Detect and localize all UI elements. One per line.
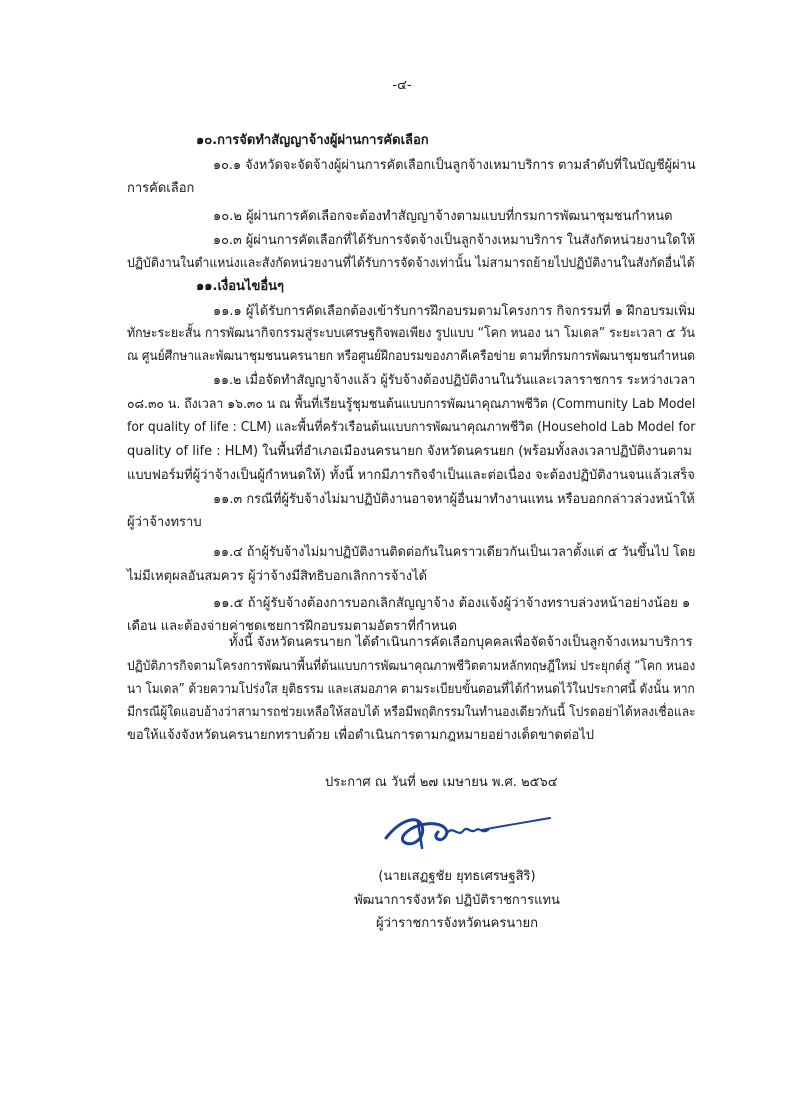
section-10-1-line-2: การคัดเลือก (127, 181, 195, 196)
section-10-3-line-1: ๑๐.๓ ผู้ผ่านการคัดเลือกที่ได้รับการจัดจ้างเป็นลูกจ้างเหมาบริการ ในสังกัดหน่วยงานใดให้ (213, 233, 696, 248)
signer-position: พัฒนาการจังหวัด ปฏิบัติราชการแทน (354, 893, 560, 908)
section-11-5-line-1: ๑๑.๕ ถ้าผู้รับจ้างต้องการบอกเลิกสัญญาจ้าง ต้องแจ้งผู้ว่าจ้างทราบล่วงหน้าอย่างน้อย ๑ (213, 596, 691, 611)
signer-title: ผู้ว่าราชการจังหวัดนครนายก (376, 916, 538, 931)
section-11-2-line-5: แบบฟอร์มที่ผู้ว่าจ้างเป็นผู้กำหนดให้) ทั้งนี้ หากมีภารกิจจำเป็นและต่อเนื่อง จะต้องปฏิบัติงานจนแล้วเสร็จ (127, 468, 695, 483)
section-11-2-line-4: quality of life : HLM) ในพื้นที่อำเภอเมืองนครนายก จังหวัดนครนยก (พร้อมทั้งลงเวลาปฏิบัติงานตาม (127, 444, 692, 459)
closing-line-1: ทั้งนี้ จังหวัดนครนายก ได้ดำเนินการคัดเลือกบุคคลเพื่อจัดจ้างเป็นลูกจ้างเหมาบริการ (229, 635, 693, 650)
section-10-1-line-1: ๑๐.๑ จังหวัดจะจัดจ้างผู้ผ่านการคัดเลือกเป็นลูกจ้างเหมาบริการ ตามลำดับที่ในบัญชีผู้ผ่าน (213, 158, 696, 173)
section-11-1-line-3: ณ ศูนย์ศึกษาและพัฒนาชุมชนนครนายก หรือศูนย์ฝึกอบรมของภาคีเครือข่าย ตามที่กรมการพัฒนาชุมชนกำหนด (127, 349, 695, 364)
section-11-2-line-3: for quality of life : CLM) และพื้นที่ครัวเรือนต้นแบบการพัฒนาคุณภาพชีวิต (Household Lab Model for (127, 420, 696, 435)
handwritten-signature (382, 808, 552, 852)
section-11-4-line-2: ไม่มีเหตุผลอันสมควร ผู้ว่าจ้างมีสิทธิบอกเลิกการจ้างได้ (127, 569, 428, 584)
closing-line-5: ขอให้แจ้งจังหวัดนครนายกทราบด้วย เพื่อดำเนินการตามกฎหมายอย่างเด็ดขาดต่อไป (127, 728, 595, 743)
section-11-2-line-1: ๑๑.๒ เมื่อจัดทำสัญญาจ้างแล้ว ผู้รับจ้างต้องปฏิบัติงานในวันและเวลาราชการ ระหว่างเวลา (213, 373, 696, 388)
signer-name: (นายเสฏฐชัย ยุทธเศรษฐสิริ) (378, 869, 536, 884)
closing-line-3: นา โมเดล” ด้วยความโปร่งใส ยุติธรรม และเสมอภาค ตามระเบียบขั้นตอนที่ได้กำหนดไว้ในประกาศนี้ ดังนั้น หาก (127, 682, 695, 697)
announcement-date: ประกาศ ณ วันที่ ๒๗ เมษายน พ.ศ. ๒๕๖๔ (325, 775, 558, 790)
section-10-heading: ๑๐.การจัดทำสัญญาจ้างผู้ผ่านการคัดเลือก (196, 133, 429, 148)
section-11-2-line-2: ๐๘.๓๐ น. ถึงเวลา ๑๖.๓๐ น ณ พื้นที่เรียนรู้ชุมชนต้นแบบการพัฒนาคุณภาพชีวิต (Community Lab Model (127, 397, 696, 412)
section-11-1-line-1: ๑๑.๑ ผู้ได้รับการคัดเลือกต้องเข้ารับการฝึกอบรมตามโครงการ กิจกรรมที่ ๑ ฝึกอบรมเพิ่ม (213, 304, 696, 319)
closing-line-4: มีกรณีผู้ใดแอบอ้างว่าสามารถช่วยเหลือให้สอบได้ หรือมีพฤติกรรมในทำนองเดียวกันนี้ โปรดอย่าได้หลงเชื่อและ (127, 705, 696, 720)
page-number: -๔- (392, 78, 412, 93)
section-10-3-line-2: ปฏิบัติงานในตำแหน่งและสังกัดหน่วยงานที่ได้รับการจัดจ้างเท่านั้น ไม่สามารถย้ายไปปฏิบัติงานในสังกัดอื่นได้ (127, 256, 695, 271)
section-11-3-line-2: ผู้ว่าจ้างทราบ (127, 515, 202, 530)
section-11-5-line-2: เดือน และต้องจ่ายค่าชดเชยการฝึกอบรมตามอัตราที่กำหนด (127, 619, 458, 634)
section-11-3-line-1: ๑๑.๓ กรณีที่ผู้รับจ้างไม่มาปฏิบัติงานอาจหาผู้อื่นมาทำงานแทน หรือบอกกล่าวล่วงหน้าให้ (213, 492, 695, 507)
closing-line-2: ปฏิบัติภารกิจตามโครงการพัฒนาพื้นที่ต้นแบบการพัฒนาคุณภาพชีวิตตามหลักทฤษฎีใหม่ ประยุกต์สู่ “โคก หนอง (127, 659, 696, 674)
section-11-heading: ๑๑.เงื่อนไขอื่นๆ (196, 279, 285, 294)
section-11-4-line-1: ๑๑.๔ ถ้าผู้รับจ้างไม่มาปฏิบัติงานติดต่อกันในคราวเดียวกันเป็นเวลาตั้งแต่ ๕ วันขึ้นไป โดย (213, 545, 696, 560)
section-11-1-line-2: ทักษะระยะสั้น การพัฒนากิจกรรมสู่ระบบเศรษฐกิจพอเพียง รูปแบบ “โคก หนอง นา โมเดล” ระยะเวลา ๕ วัน (127, 326, 695, 341)
section-10-2: ๑๐.๒ ผู้ผ่านการคัดเลือกจะต้องทำสัญญาจ้างตามแบบที่กรมการพัฒนาชุมชนกำหนด (213, 209, 673, 224)
